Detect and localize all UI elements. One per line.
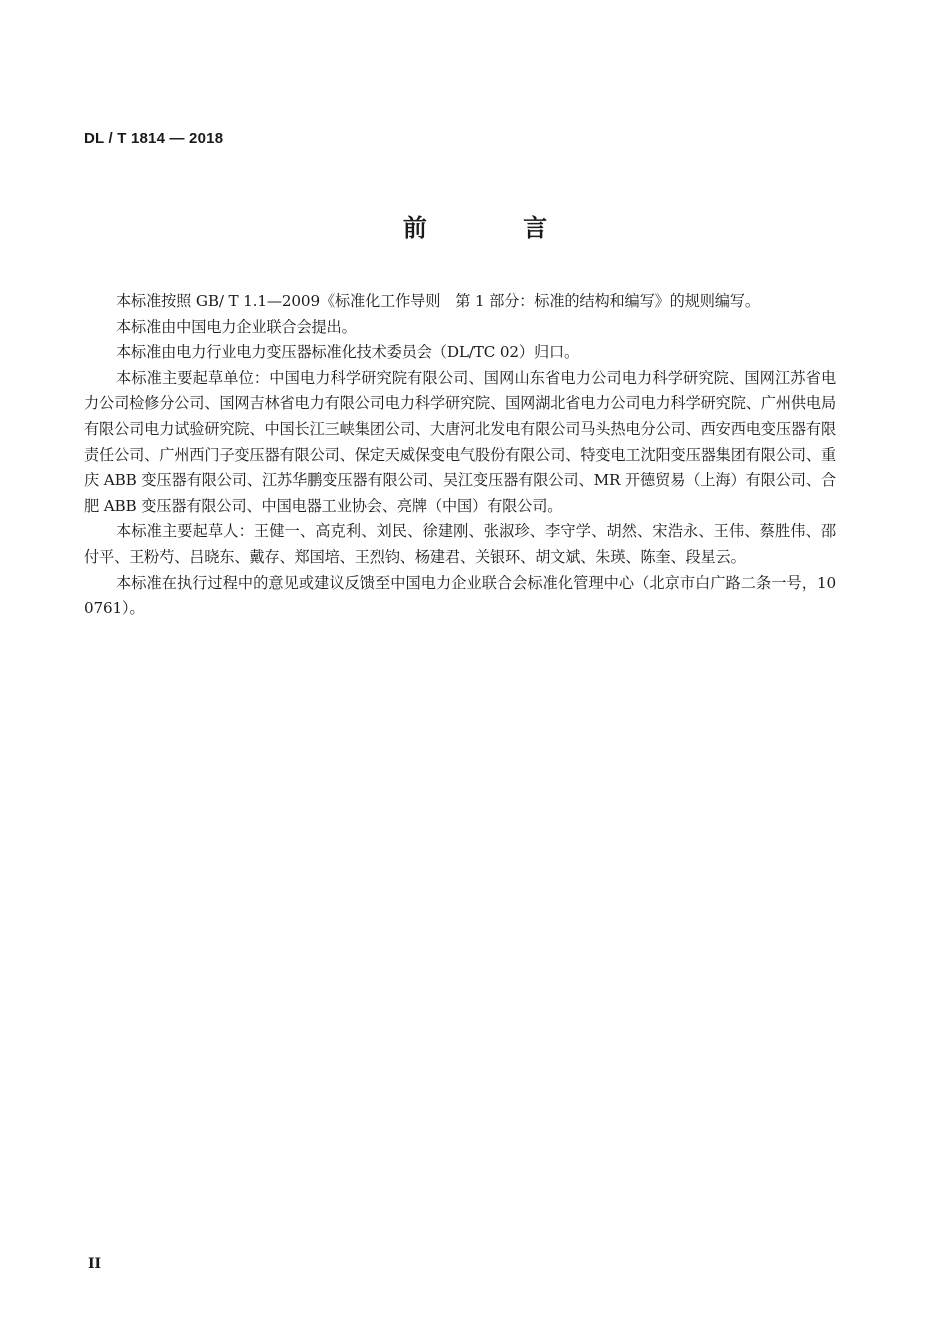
paragraph-drafting-rules: 本标准按照 GB/ T 1.1—2009《标准化工作导则 第 1 部分：标准的结构和编写》的规则编写。 — [116, 292, 760, 310]
standard-code-header: DL / T 1814 — 2018 — [84, 130, 224, 147]
paragraph-feedback: 本标准在执行过程中的意见或建议反馈至中国电力企业联合会标准化管理中心（北京市白广路二条一号，100761）。 — [84, 573, 836, 618]
page-number: II — [88, 1256, 102, 1272]
paragraph-committee: 本标准由电力行业电力变压器标准化技术委员会（DL/TC 02）归口。 — [116, 343, 580, 362]
page-title: 前 言 — [402, 214, 592, 242]
paragraph-drafting-units: 本标准主要起草单位：中国电力科学研究院有限公司、国网山东省电力公司电力科学研究院、国网江苏省电力公司检修分公司、国网吉林省电力有限公司电力科学研究院、国网湖北省电力公司电力科学研究院、广州供电局有限公司电力试验研究院、中国长江三峡集团公司、大唐河北发电有限公司马头热电分公司、西安西电变压器有限责任公司、广州西门子变压器有限公司、保定天威保变电气股份有限公司、特变电工沈阳变压器集团有限公司、重庆 ABB 变压器有限公司、江苏华鹏变压器有限公司、吴江变压器有限公司、MR 开德贸易（上海）有限公司、合肥 ABB 变压器有限公司、中国电器工业协会、亮牌（中国）有限公司。 — [84, 368, 836, 515]
paragraph-proposer: 本标准由中国电力企业联合会提出。 — [116, 317, 357, 336]
document-body — [84, 289, 836, 622]
paragraph-drafters: 本标准主要起草人：王健一、高克利、刘民、徐建刚、张淑珍、李守学、胡然、宋浩永、王伟、蔡胜伟、邵付平、王粉芍、吕晓东、戴存、郑国培、王烈钧、杨建君、关银环、胡文斌、朱瑛、陈奎、段星云。 — [84, 522, 836, 566]
